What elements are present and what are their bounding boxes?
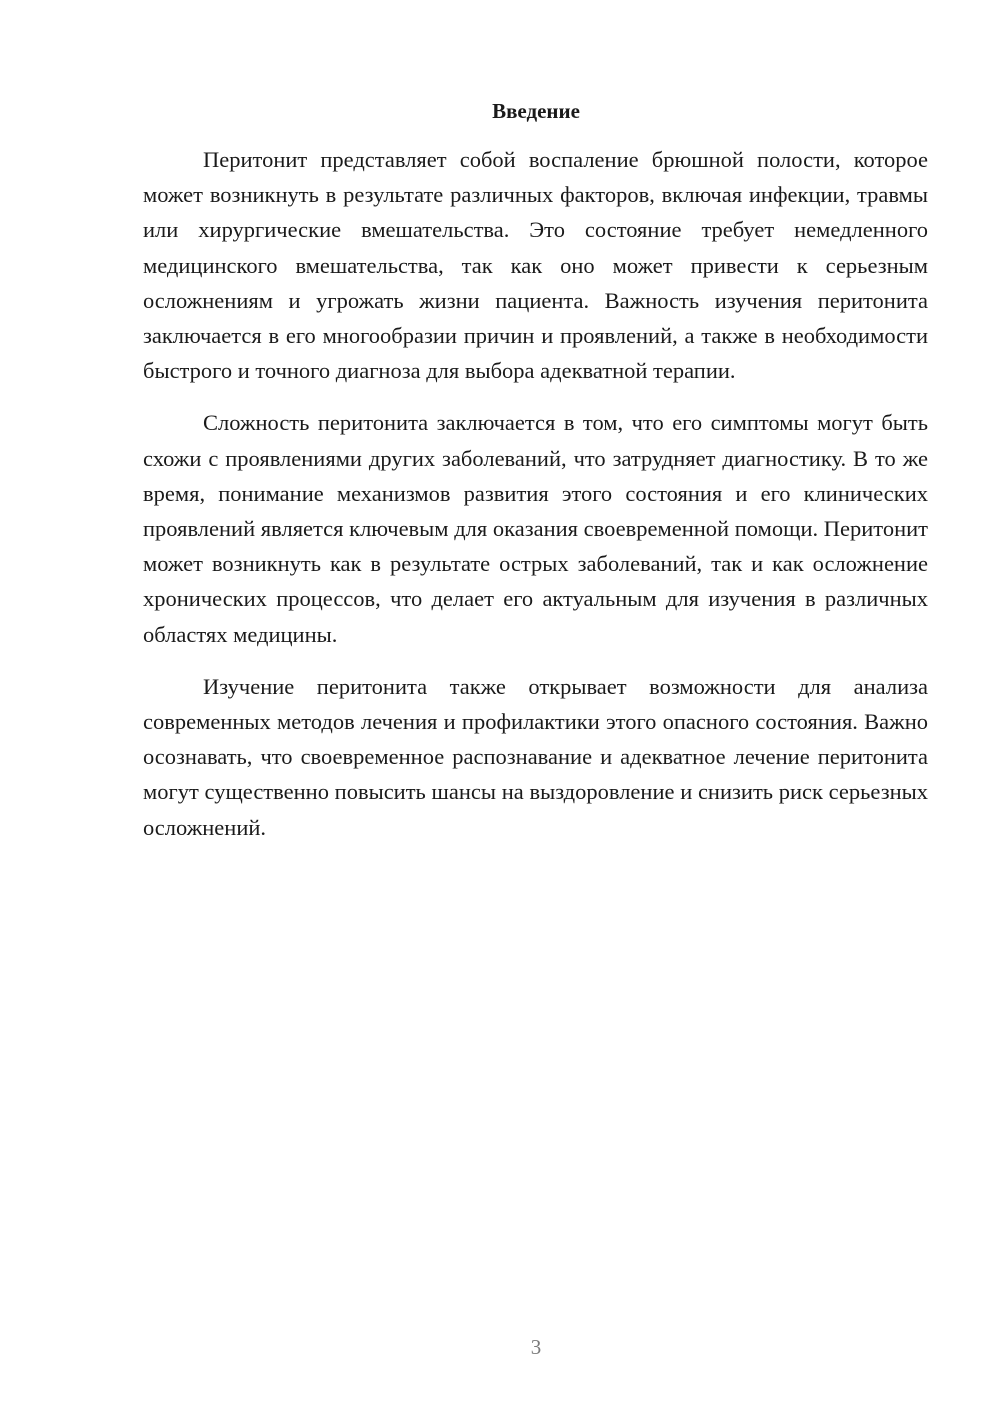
page-number: 3 <box>530 1335 542 1359</box>
paragraph-2: Сложность перитонита заключается в том, что его симптомы могут быть схожи с проявлениями других заболеваний, что затрудняет диагностику. В то же время, понимание механизмов развития этого состояния и его клинических проявлений является ключевым для оказания своевременной помощи. Перитонит может возникнуть как в результате острых заболеваний, так и как осложнение хронических процессов, что делает его актуальным для изучения в различных областях медицины. <box>143 410 928 647</box>
section-heading: Введение <box>492 99 580 123</box>
paragraph-1: Перитонит представляет собой воспаление брюшной полости, которое может возникнуть в результате различных факторов, включая инфекции, травмы или хирургические вмешательства. Это состояние требует немедленного медицинского вмешательства, так как оно может привести к серьезным осложнениям и угрожать жизни пациента. Важность изучения перитонита заключается в его многообразии причин и проявлений, а также в необходимости быстрого и точного диагноза для выбора адекватной терапии. <box>143 147 928 384</box>
body-text <box>143 142 928 862</box>
paragraph-3: Изучение перитонита также открывает возможности для анализа современных методов лечения и профилактики этого опасного состояния. Важно осознавать, что своевременное распознавание и адекватное лечение перитонита могут существенно повысить шансы на выздоровление и снизить риск серьезных осложнений. <box>143 673 928 840</box>
